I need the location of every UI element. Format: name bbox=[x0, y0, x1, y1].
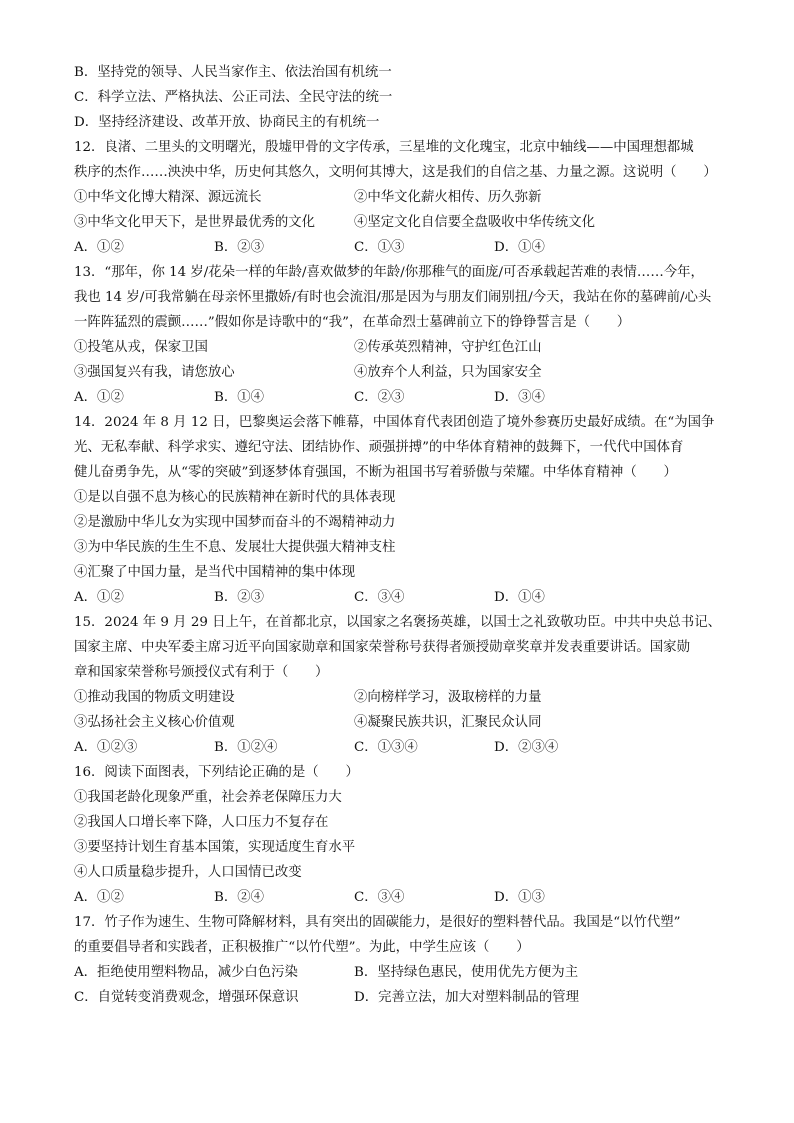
q17-stem-line-2: 的重要倡导者和实践者，正积极推广“以竹代塑”。为此，中学生应该（ ） bbox=[74, 940, 530, 955]
q15-options bbox=[74, 735, 726, 760]
q14-stem-line-2: 光、无私奉献、科学求实、遵纪守法、团结协作、顽强拼搏”的中华体育精神的鼓舞下，一代代中国体育 bbox=[74, 440, 684, 455]
q14-statement-3: ③为中华民族的生生不息、发展壮大提供强大精神支柱 bbox=[74, 540, 396, 555]
q13-statement-2: ②传承英烈精神，守护红色江山 bbox=[354, 340, 542, 355]
q14-statement-1: ①是以自强不息为核心的民族精神在新时代的具体表现 bbox=[74, 490, 396, 505]
q13-statement-3: ③强国复兴有我，请您放心 bbox=[74, 365, 235, 380]
q14-option-d: D．①④ bbox=[494, 590, 545, 605]
q15-statement-3: ③弘扬社会主义核心价值观 bbox=[74, 715, 235, 730]
q14-options bbox=[74, 585, 726, 610]
exam-content bbox=[74, 60, 726, 1010]
q15-option-b: B．①②④ bbox=[214, 740, 278, 755]
q17-option-c: C．自觉转变消费观念，增强环保意识 bbox=[74, 990, 299, 1005]
q17-stem-line-1: 17．竹子作为速生、生物可降解材料，具有突出的固碳能力，是很好的塑料替代品。我国是“以竹代塑” bbox=[74, 915, 681, 930]
q14-stem-line-3: 健儿奋勇争先，从“零的突破”到逐梦体育强国，不断为祖国书写着骄傲与荣耀。中华体育精神（ ） bbox=[74, 465, 677, 480]
q15-stem-line-3: 章和国家荣誉称号颁授仪式有利于（ ） bbox=[74, 665, 329, 680]
q16-option-a: A．①② bbox=[74, 890, 124, 905]
q13-statements-row-1 bbox=[74, 335, 726, 360]
question-13 bbox=[74, 260, 726, 410]
q16-statement-3: ③要坚持计划生育基本国策，实现适度生育水平 bbox=[74, 840, 356, 855]
q13-options bbox=[74, 385, 726, 410]
q16-statement-4: ④人口质量稳步提升，人口国情已改变 bbox=[74, 865, 302, 880]
q15-statements-row-1 bbox=[74, 685, 726, 710]
q17-option-a: A．拒绝使用塑料物品，减少白色污染 bbox=[74, 965, 298, 980]
q15-stem-line-2: 国家主席、中央军委主席习近平向国家勋章和国家荣誉称号获得者颁授勋章奖章并发表重要讲话。国家勋 bbox=[74, 640, 690, 655]
q15-statement-4: ④凝聚民族共识，汇聚民众认同 bbox=[354, 715, 542, 730]
q13-option-c: C．②③ bbox=[354, 390, 405, 405]
q13-stem-line-1: 13．“那年，你 14 岁/花朵一样的年龄/喜欢做梦的年龄/你那稚气的面庞/可否承载起苦难的表情……今年， bbox=[74, 265, 704, 280]
q12-option-d: D．①④ bbox=[494, 240, 545, 255]
q16-options bbox=[74, 885, 726, 910]
q17-option-d: D．完善立法，加大对塑料制品的管理 bbox=[354, 990, 579, 1005]
q16-statement-2: ②我国人口增长率下降，人口压力不复存在 bbox=[74, 815, 329, 830]
q12-statement-3: ③中华文化甲天下，是世界最优秀的文化 bbox=[74, 215, 316, 230]
q12-option-b: B．②③ bbox=[214, 240, 265, 255]
q15-statement-2: ②向榜样学习，汲取榜样的力量 bbox=[354, 690, 542, 705]
q12-statement-1: ①中华文化博大精深、源远流长 bbox=[74, 190, 262, 205]
q15-option-d: D．②③④ bbox=[494, 740, 559, 755]
q17-option-b: B．坚持绿色惠民，使用优先方便为主 bbox=[354, 965, 579, 980]
q12-statements-row-2 bbox=[74, 210, 726, 235]
q15-statement-1: ①推动我国的物质文明建设 bbox=[74, 690, 235, 705]
q15-option-c: C．①③④ bbox=[354, 740, 418, 755]
q14-statement-2: ②是激励中华儿女为实现中国梦而奋斗的不竭精神动力 bbox=[74, 515, 396, 530]
q11-option-c: C．科学立法、严格执法、公正司法、全民守法的统一 bbox=[74, 90, 393, 105]
q11-option-d: D．坚持经济建设、改革开放、协商民主的有机统一 bbox=[74, 115, 380, 130]
question-14 bbox=[74, 410, 726, 610]
q12-statement-2: ②中华文化薪火相传、历久弥新 bbox=[354, 190, 542, 205]
q16-option-b: B．②④ bbox=[214, 890, 265, 905]
q13-option-a: A．①② bbox=[74, 390, 124, 405]
question-15 bbox=[74, 610, 726, 760]
question-17 bbox=[74, 910, 726, 1010]
q16-option-c: C．③④ bbox=[354, 890, 405, 905]
q15-option-a: A．①②③ bbox=[74, 740, 138, 755]
q13-statements-row-2 bbox=[74, 360, 726, 385]
q14-option-c: C．③④ bbox=[354, 590, 405, 605]
q14-statement-4: ④汇聚了中国力量，是当代中国精神的集中体现 bbox=[74, 565, 356, 580]
q16-stem: 16．阅读下面图表，下列结论正确的是（ ） bbox=[74, 765, 359, 780]
q12-option-c: C．①③ bbox=[354, 240, 405, 255]
q13-stem-line-3: 一阵阵猛烈的震颤……”假如你是诗歌中的“我”，在革命烈士墓碑前立下的铮铮誓言是（ ） bbox=[74, 315, 631, 330]
q12-stem-line-1: 12．良渚、二里头的文明曙光，殷墟甲骨的文字传承，三星堆的文化瑰宝，北京中轴线——中国理想都城 bbox=[74, 140, 694, 155]
q15-statements-row-2 bbox=[74, 710, 726, 735]
q12-stem-line-2: 秩序的杰作……泱泱中华，历史何其悠久，文明何其博大，这是我们的自信之基、力量之源。这说明（ ） bbox=[74, 165, 717, 180]
q11-option-b: B．坚持党的领导、人民当家作主、依法治国有机统一 bbox=[74, 65, 392, 80]
q13-option-b: B．①④ bbox=[214, 390, 265, 405]
question-12 bbox=[74, 135, 726, 260]
q13-statement-1: ①投笔从戎，保家卫国 bbox=[74, 340, 208, 355]
question-16 bbox=[74, 760, 726, 910]
q17-options-row-2 bbox=[74, 985, 726, 1010]
q12-option-a: A．①② bbox=[74, 240, 124, 255]
q16-option-d: D．①③ bbox=[494, 890, 545, 905]
q14-stem-line-1: 14．2024 年 8 月 12 日，巴黎奥运会落下帷幕，中国体育代表团创造了境外参赛历史最好成绩。在“为国争 bbox=[74, 415, 715, 430]
q14-option-b: B．②③ bbox=[214, 590, 265, 605]
q12-options bbox=[74, 235, 726, 260]
q15-stem-line-1: 15．2024 年 9 月 29 日上午，在首都北京，以国家之名褒扬英雄，以国士之礼致敬功臣。中共中央总书记、 bbox=[74, 615, 721, 630]
q13-statement-4: ④放弃个人利益，只为国家安全 bbox=[354, 365, 542, 380]
q13-option-d: D．③④ bbox=[494, 390, 545, 405]
q17-options-row-1 bbox=[74, 960, 726, 985]
q12-statements-row-1 bbox=[74, 185, 726, 210]
q14-option-a: A．①② bbox=[74, 590, 124, 605]
q13-stem-line-2: 我也 14 岁/可我常躺在母亲怀里撒娇/有时也会流泪/那是因为与朋友们闹别扭/今天，我站在你的墓碑前/心头 bbox=[74, 290, 712, 305]
q16-statement-1: ①我国老龄化现象严重，社会养老保障压力大 bbox=[74, 790, 342, 805]
q12-statement-4: ④坚定文化自信要全盘吸收中华传统文化 bbox=[354, 215, 596, 230]
